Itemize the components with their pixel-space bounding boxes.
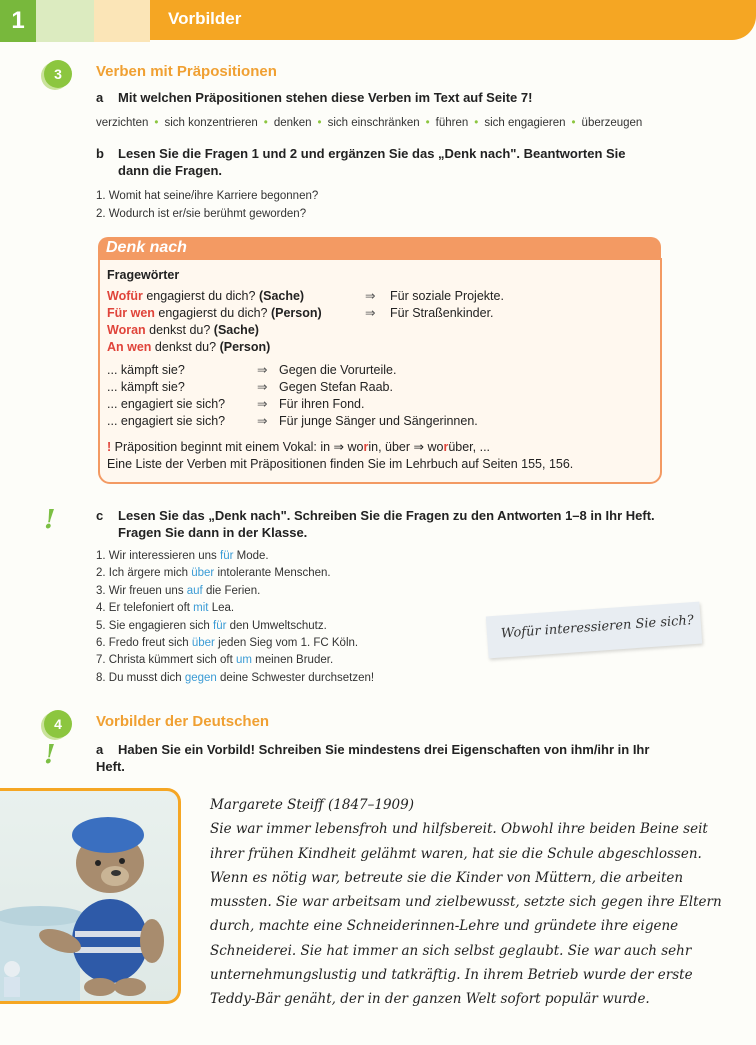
item-text: 5. Sie engagieren sich xyxy=(96,619,213,632)
task-text-line2: dann die Fragen. xyxy=(118,163,223,178)
row-tag: (Sache) xyxy=(258,289,305,303)
verb-list xyxy=(96,114,642,132)
row-text: engagierst du dich? xyxy=(142,289,259,303)
arrow-icon: ⇒ xyxy=(257,397,268,411)
item-text: 6. Fredo freut sich xyxy=(96,637,192,650)
task-4a xyxy=(96,741,746,775)
answer-item xyxy=(96,565,374,582)
task-3c xyxy=(96,507,746,541)
fill-question: ... engagiert sie sich? xyxy=(107,414,226,428)
teddy-bear-photo xyxy=(0,788,181,1004)
hint-icon: ! xyxy=(44,740,56,770)
task-text-line1: Lesen Sie die Fragen 1 und 2 und ergänzen Sie das „Denk nach". Beantworten Sie xyxy=(118,146,626,161)
item-text: den Umweltschutz. xyxy=(226,619,327,632)
note-line2: Eine Liste der Verben mit Präpositionen finden Sie im Lehrbuch auf Seiten 155, 156. xyxy=(107,457,574,471)
task-text-line1: Lesen Sie das „Denk nach". Schreiben Sie die Fragen zu den Antworten 1–8 in Ihr Heft. xyxy=(118,508,655,523)
preposition: für xyxy=(213,619,227,632)
chapter-number: 1 xyxy=(0,0,36,42)
item-text: jeden Sieg vom 1. FC Köln. xyxy=(214,637,359,650)
fill-answer: Gegen Stefan Raab. xyxy=(279,380,393,394)
denk-nach-label: Denk nach xyxy=(106,239,187,256)
row-text: denkst du? xyxy=(145,323,214,337)
note-word: in, über xyxy=(368,440,414,454)
teddy-bear-illustration xyxy=(0,791,178,1001)
task-3a xyxy=(96,89,532,106)
bio-line: Teddy-Bär genäht, der in der ganzen Welt sofort populär wurde. xyxy=(210,991,650,1008)
verb: verzichten xyxy=(96,117,149,129)
verb: sich engagieren xyxy=(484,117,566,129)
bullet-icon: • xyxy=(425,117,430,129)
header-stripe-light xyxy=(36,0,94,42)
task-text-line2: Heft. xyxy=(96,759,125,774)
question-word: An wen xyxy=(107,340,152,354)
answer-item xyxy=(96,618,374,635)
fill-row xyxy=(107,396,647,413)
note-line1 xyxy=(107,439,652,456)
bio-line: durch, machte eine Schneiderinnen-Lehre und gründete ihre eigene xyxy=(210,918,679,935)
item-text: 1. Wir interessieren uns xyxy=(96,550,220,562)
row-text: denkst du? xyxy=(151,340,220,354)
qword-row xyxy=(107,322,647,339)
highlight-letter: r xyxy=(363,440,369,454)
item-text: meinen Bruder. xyxy=(251,654,334,667)
bullet-icon: • xyxy=(154,117,159,129)
task-label: b xyxy=(96,146,104,161)
answer-item xyxy=(96,635,374,652)
arrow-icon: ⇒ xyxy=(413,440,424,454)
bio-line: mussten. Sie war arbeitsam und zielbewusst, setzte sich gegen ihre Eltern xyxy=(210,894,722,911)
preposition: um xyxy=(235,654,252,667)
fill-row xyxy=(107,362,647,379)
row-tag: (Sache) xyxy=(213,323,259,337)
note-text: Präposition beginnt mit einem Vokal: in xyxy=(111,440,334,454)
fill-rows xyxy=(107,362,647,430)
answer-item xyxy=(96,583,374,600)
answer-item xyxy=(96,652,374,669)
note-word: wo xyxy=(344,440,364,454)
qword-row xyxy=(107,305,647,322)
row-answer: Für soziale Projekte. xyxy=(390,289,504,303)
item-text: Lea. xyxy=(208,602,235,615)
fill-answer: Gegen die Vorurteile. xyxy=(279,363,397,377)
section-3-title: Verben mit Präpositionen xyxy=(96,63,277,80)
bullet-icon: • xyxy=(571,117,576,129)
task-3b xyxy=(96,145,736,179)
task-label: a xyxy=(96,90,104,105)
task-text-line2: Fragen Sie dann in der Klasse. xyxy=(118,525,308,540)
answer-list xyxy=(96,548,374,687)
question-word: Wofür xyxy=(107,289,143,303)
arrow-icon: ⇒ xyxy=(365,289,376,303)
task-label: a xyxy=(96,742,104,757)
bio-line: Schneiderei. Sie hat immer an sich selbst geglaubt. Sie war auch sehr xyxy=(210,942,692,959)
fill-row xyxy=(107,413,647,430)
item-text: die Ferien. xyxy=(202,584,261,597)
item-text: deine Schwester durchsetzen! xyxy=(216,671,375,684)
preposition: auf xyxy=(186,584,203,597)
fill-row xyxy=(107,379,647,396)
exclamation-icon: ! xyxy=(107,440,112,454)
preposition: über xyxy=(191,567,215,580)
fill-question: ... engagiert sie sich? xyxy=(107,397,226,411)
question: 2. Wodurch ist er/sie berühmt geworden? xyxy=(96,208,307,220)
item-text: 8. Du musst dich xyxy=(96,671,185,684)
verb: führen xyxy=(435,117,469,129)
section-4-title: Vorbilder der Deutschen xyxy=(96,713,270,730)
bio-title: Margarete Steiff (1847–1909) xyxy=(210,797,414,813)
bio-line: ihrer frühen Kindheit gelähmt waren, hat sie die Schule abgeschlossen. xyxy=(210,845,702,862)
note-word: wo xyxy=(424,440,444,454)
item-text: 3. Wir freuen uns xyxy=(96,584,187,597)
verb: denken xyxy=(273,117,312,129)
fill-answer: Für ihren Fond. xyxy=(279,397,365,411)
preposition: gegen xyxy=(184,671,217,684)
answer-item xyxy=(96,548,374,565)
item-text: Mode. xyxy=(233,550,269,562)
bullet-icon: • xyxy=(263,117,268,129)
note-word: über, ... xyxy=(448,440,491,454)
bio-line: Sie war immer lebensfroh und hilfsbereit. Obwohl ihre beiden Beine seit xyxy=(210,821,708,838)
answer-item xyxy=(96,670,374,687)
item-text: intolerante Menschen. xyxy=(214,567,331,580)
denk-heading: Fragewörter xyxy=(107,268,180,282)
section-4-number: 4 xyxy=(44,710,72,738)
denk-note xyxy=(107,439,652,473)
section-3-number: 3 xyxy=(44,60,72,88)
task-label: c xyxy=(96,508,104,523)
fill-question: ... kämpft sie? xyxy=(107,380,185,394)
handwritten-note-card xyxy=(486,602,702,659)
question: 1. Womit hat seine/ihre Karriere begonnen? xyxy=(96,190,319,202)
hint-icon: ! xyxy=(44,505,56,535)
qword-row xyxy=(107,288,647,305)
preposition: über xyxy=(191,637,215,650)
question-word: Für wen xyxy=(107,306,155,320)
task-text: Mit welchen Präpositionen stehen diese Verben im Text auf Seite 7! xyxy=(118,90,533,105)
fill-question: ... kämpft sie? xyxy=(107,363,185,377)
biography-text xyxy=(210,793,740,1012)
bullet-icon: • xyxy=(317,117,322,129)
row-text: engagierst du dich? xyxy=(154,306,271,320)
note-text: Wofür interessieren Sie sich? xyxy=(500,613,695,642)
bio-line: unternehmungslustig und tatkräftig. In ihrem Betrieb wurde der erste xyxy=(210,967,693,984)
chapter-title: Vorbilder xyxy=(168,9,242,28)
preposition: mit xyxy=(193,602,209,615)
verb: sich einschränken xyxy=(327,117,420,129)
row-answer: Für Straßenkinder. xyxy=(390,306,494,320)
arrow-icon: ⇒ xyxy=(257,380,268,394)
item-text: 4. Er telefoniert oft xyxy=(96,602,194,615)
arrow-icon: ⇒ xyxy=(257,363,268,377)
verb: überzeugen xyxy=(581,117,643,129)
arrow-icon: ⇒ xyxy=(365,306,376,320)
row-tag: (Person) xyxy=(219,340,271,354)
question-word: Woran xyxy=(107,323,146,337)
verb: sich konzentrieren xyxy=(164,117,258,129)
header-stripe-mid xyxy=(94,0,150,42)
arrow-icon: ⇒ xyxy=(333,440,345,454)
item-text: 7. Christa kümmert sich oft xyxy=(96,654,236,667)
question-word-rows xyxy=(107,288,647,356)
bullet-icon: • xyxy=(474,117,479,129)
bio-line: Wenn es nötig war, betreute sie die Kinder von Müttern, die arbeiten xyxy=(210,869,684,886)
arrow-icon: ⇒ xyxy=(257,414,268,428)
qword-row xyxy=(107,339,647,356)
task-text-line1: Haben Sie ein Vorbild! Schreiben Sie mindestens drei Eigenschaften von ihm/ihr in Ihr xyxy=(118,742,650,757)
item-text: 2. Ich ärgere mich xyxy=(96,567,192,580)
fill-answer: Für junge Sänger und Sängerinnen. xyxy=(279,414,478,428)
highlight-letter: r xyxy=(443,440,449,454)
question-list xyxy=(96,187,318,223)
answer-item xyxy=(96,600,374,617)
row-tag: (Person) xyxy=(270,306,322,320)
preposition: für xyxy=(220,550,234,562)
